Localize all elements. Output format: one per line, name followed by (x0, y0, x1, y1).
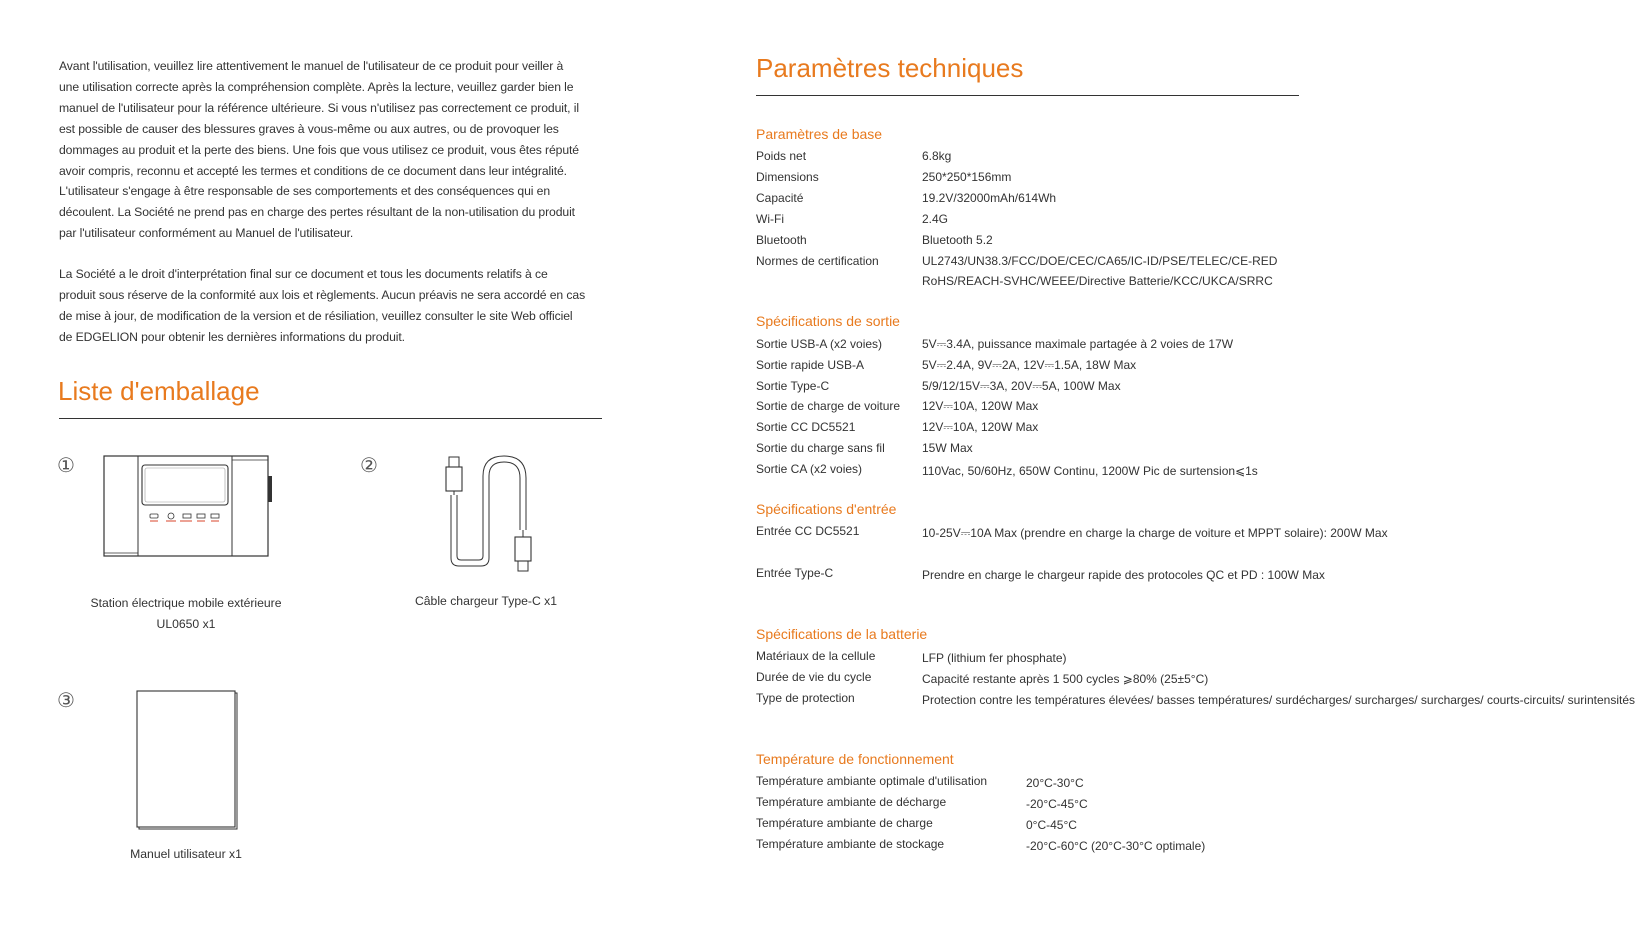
output-specs-subtitle: Spécifications de sortie (756, 313, 900, 329)
temperature-subtitle: Température de fonctionnement (756, 751, 954, 767)
tech-params-title: Paramètres techniques (756, 53, 1024, 83)
rights-paragraph: La Société a le droit d'interprétation final sur ce document et tous les documents relatifs à ce produit sous réserve de la conformité aux lois et règlements. Aucun préavis ne sera accordé en cas de mise à jour, de modification de la version et de résiliation, veuillez consulter le site Web officiel de EDGELION pour obtenir les dernières informations du produit. (59, 267, 586, 344)
usb-c-cable-illustration (440, 454, 536, 574)
base-params-subtitle: Paramètres de base (756, 126, 883, 142)
user-manual-illustration (135, 689, 239, 831)
item-caption-2: Câble chargeur Type-C x1 (414, 594, 558, 608)
item-number-2: ② (360, 455, 378, 477)
packing-list-divider (59, 418, 602, 419)
input-specs-subtitle: Spécifications d'entrée (756, 501, 897, 517)
item-number-3: ③ (57, 690, 75, 712)
packing-list-title: Liste d'emballage (58, 376, 260, 406)
intro-paragraph: Avant l'utilisation, veuillez lire attentivement le manuel de l'utilisateur de ce produit pour veiller à une utilisation correcte après la compréhension complète. Après la lecture, veuillez garder bien le manuel de l'utilisateur pour la référence ultérieure. Si vous n'utilisez pas correctement ce produit, il est possible de causer des blessures graves à vous-même ou aux autres, ou de provoquer les dommages au produit et la perte des biens. Une fois que vous utilisez ce produit, vous êtes réputé avoir compris, reconnu et accepté les termes et conditions de ce document dans leur intégralité. L'utilisateur s'engage à être responsable de ses comportements et des conséquences qui en découlent. La Société ne prend pas en charge des pertes résultant de la non-utilisation du produit par l'utilisateur conformément au Manuel de l'utilisateur. (59, 59, 579, 241)
item-number-1: ① (57, 455, 75, 477)
item-caption-1: Station électrique mobile extérieure UL0650 x1 (90, 596, 282, 631)
item-caption-3: Manuel utilisateur x1 (130, 847, 242, 861)
tech-params-divider (756, 95, 1299, 96)
battery-specs-subtitle: Spécifications de la batterie (756, 626, 928, 642)
power-station-illustration (102, 454, 274, 558)
